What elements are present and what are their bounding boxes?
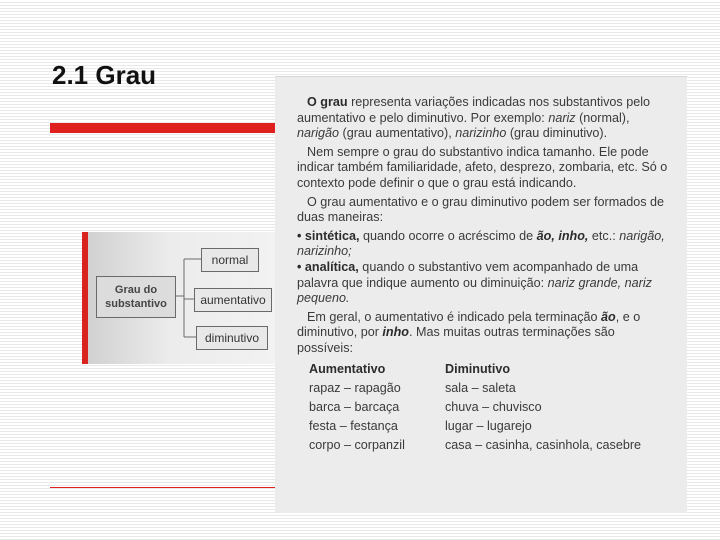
table-cell-diminutivo: lugar – lugarejo <box>445 418 532 433</box>
example-word: narizinho <box>455 126 507 141</box>
term-analitica: • analítica, <box>297 259 359 274</box>
text-span: (grau aumentativo), <box>339 126 456 141</box>
diagram-box-normal: normal <box>201 248 259 272</box>
slide-title: 2.1 Grau <box>52 60 157 90</box>
list-item-sintetica <box>297 229 669 260</box>
text-span: etc.: <box>588 228 620 243</box>
example-words: nariz grande, nariz pequeno. <box>297 275 652 306</box>
paragraph-terminations <box>297 310 669 357</box>
table-cell-diminutivo: chuva – chuvisco <box>445 399 542 414</box>
list-item-analitica <box>297 260 669 307</box>
suffix-ao: ão <box>601 309 616 324</box>
paragraph-formation: O grau aumentativo e o grau diminutivo podem ser formados de duas maneiras: <box>297 194 665 225</box>
text-panel <box>275 76 687 513</box>
examples-table <box>297 360 669 455</box>
diagram-main-line1: Grau do <box>114 284 158 296</box>
suffix-inho: inho <box>382 325 409 340</box>
table-cell-aumentativo: barca – barcaça <box>309 399 400 414</box>
text-span: , e o diminutivo, por <box>297 309 641 340</box>
example-words: narigão, narizinho; <box>297 228 665 259</box>
table-cell-diminutivo: sala – saleta <box>445 380 516 395</box>
example-word: narigão <box>297 126 340 141</box>
paragraph-grau-meaning: Nem sempre o grau do substantivo indica tamanho. Ele pode indicar também familiaridade, afeto, desprezo, zombaria, etc. Só o contexto pode definir o que o grau está indicando. <box>297 144 668 190</box>
text-span: Em geral, o aumentativo é indicado pela terminação <box>307 309 602 324</box>
suffix-examples: ão, inho, <box>536 228 589 243</box>
table-cell-aumentativo: festa – festança <box>309 418 398 433</box>
text-span: quando o substantivo vem acompanhado de uma palavra que indique aumento ou diminuição: <box>297 259 639 290</box>
text-span: representa variações indicadas nos substantivos pelo aumentativo e pelo diminutivo. Por exemplo: <box>297 95 651 125</box>
text-span: (grau diminutivo). <box>506 126 608 141</box>
diagram-main-box <box>96 276 176 318</box>
table-cell-aumentativo: corpo – corpanzil <box>309 437 405 452</box>
paragraph-grau-definition <box>297 95 669 142</box>
text-panel-content <box>297 95 669 455</box>
formation-list <box>297 229 669 307</box>
text-span: (normal), <box>575 110 630 125</box>
diagram-box-diminutivo: diminutivo <box>196 326 268 350</box>
diagram-box-aumentativo: aumentativo <box>194 288 272 312</box>
example-word: nariz <box>548 110 576 125</box>
table-cell-aumentativo: rapaz – rapagão <box>309 380 401 395</box>
title-underline-bar <box>50 123 282 133</box>
table-cell-diminutivo: casa – casinha, casinhola, casebre <box>445 437 642 452</box>
footer-divider <box>50 487 282 488</box>
grau-diagram <box>82 232 278 364</box>
bold-o-grau: O grau <box>307 95 348 109</box>
column-header-aumentativo: Aumentativo <box>309 361 386 376</box>
text-span: . Mas muitas outras terminações são possíveis: <box>297 325 615 355</box>
column-header-diminutivo: Diminutivo <box>445 361 511 376</box>
term-sintetica: • sintética, <box>297 228 360 243</box>
diagram-main-line2: substantivo <box>105 298 167 310</box>
text-span: quando ocorre o acréscimo de <box>359 228 537 243</box>
